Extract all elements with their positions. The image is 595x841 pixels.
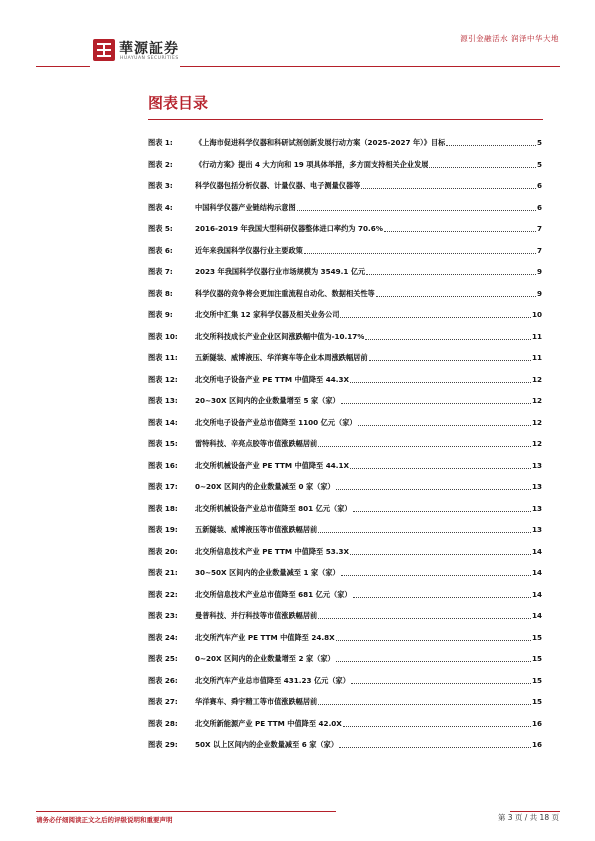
toc-entry[interactable] — [148, 482, 542, 504]
toc-entry[interactable] — [148, 504, 542, 526]
toc-dot-leader — [376, 289, 536, 297]
toc-entry-title: 北交所新能源产业 PE TTM 中值降至 42.0X — [195, 718, 342, 728]
toc-entry-title: 华洋赛车、舜宇精工等市值涨跌幅居前 — [195, 697, 318, 706]
toc-entry-page: 16 — [531, 740, 542, 749]
toc-entry[interactable] — [148, 525, 542, 547]
toc-entry-page: 14 — [531, 568, 542, 577]
toc-entry-page: 11 — [531, 353, 542, 362]
footer-rule-left — [36, 811, 336, 812]
toc-entry-title: 科学仪器的竞争将会更加注重流程自动化、数据相关性等 — [195, 288, 375, 298]
toc-entry-label: 图表 15: — [148, 439, 178, 448]
toc-dot-leader — [318, 697, 531, 705]
toc-dot-leader — [341, 396, 531, 404]
toc-dot-leader — [340, 310, 531, 318]
toc-entry-page: 9 — [536, 267, 542, 276]
toc-entry-title: 北交所机械设备产业 PE TTM 中值降至 44.1X — [195, 460, 350, 470]
page-header — [0, 0, 595, 70]
toc-entry-label: 图表 25: — [148, 654, 178, 663]
header-rule — [180, 66, 560, 67]
toc-entry[interactable] — [148, 181, 542, 203]
toc-entry[interactable] — [148, 332, 542, 354]
toc-entry-page: 9 — [536, 288, 542, 298]
toc-dot-leader — [318, 525, 531, 533]
toc-entry-title: 五新隧装、威博液压、华洋赛车等企业本周涨跌幅居前 — [195, 353, 368, 362]
toc-entry[interactable] — [148, 547, 542, 569]
toc-entry-page: 15 — [531, 654, 542, 663]
toc-entry-label: 图表 11: — [148, 353, 178, 362]
toc-dot-leader — [350, 375, 531, 383]
toc-entry-page: 15 — [531, 697, 542, 706]
toc-entry-label: 图表 21: — [148, 568, 178, 577]
toc-entry-title: 北交所信息技术产业 PE TTM 中值降至 53.3X — [195, 546, 350, 556]
toc-dot-leader — [384, 224, 536, 232]
toc-entry-label: 图表 27: — [148, 697, 178, 706]
toc-entry[interactable] — [148, 611, 542, 633]
toc-entry-title: 科学仪器包括分析仪器、计量仪器、电子测量仪器等 — [195, 181, 361, 190]
toc-entry-label: 图表 12: — [148, 374, 178, 384]
toc-entry-label: 图表 17: — [148, 482, 178, 491]
toc-entry-page: 6 — [536, 202, 542, 212]
toc-dot-leader — [350, 547, 531, 555]
header-rule-left — [36, 66, 90, 67]
toc-entry[interactable] — [148, 160, 542, 182]
toc-entry-title: 2023 年我国科学仪器行业市场规模为 3549.1 亿元 — [195, 267, 366, 276]
toc-entry[interactable] — [148, 310, 542, 332]
toc-entry[interactable] — [148, 138, 542, 160]
toc-entry[interactable] — [148, 375, 542, 397]
toc-entry-page: 12 — [531, 396, 542, 405]
toc-entry-label: 图表 8: — [148, 288, 173, 298]
header-slogan: 源引金融活水 润泽中华大地 — [460, 34, 559, 43]
brand-logo-icon — [93, 39, 115, 61]
toc-entry-title: 北交所中汇集 12 家科学仪器及相关业务公司 — [195, 310, 340, 319]
toc-dot-leader — [336, 654, 531, 662]
toc-entry-label: 图表 29: — [148, 740, 178, 749]
toc-entry-label: 图表 4: — [148, 202, 173, 212]
brand-subtitle: HUAYUAN SECURITIES — [120, 56, 179, 61]
toc-entry-title: 中国科学仪器产业链结构示意图 — [195, 202, 296, 212]
toc-dot-leader — [369, 353, 531, 361]
toc-entry-label: 图表 1: — [148, 138, 173, 147]
toc-entry[interactable] — [148, 568, 542, 590]
toc-entry-page: 13 — [531, 525, 542, 534]
toc-entry-label: 图表 2: — [148, 159, 173, 169]
toc-entry-label: 图表 28: — [148, 718, 178, 728]
toc-entry[interactable] — [148, 719, 542, 741]
toc-entry[interactable] — [148, 654, 542, 676]
toc-entry[interactable] — [148, 633, 542, 655]
toc-entry-title: 北交所机械设备产业总市值降至 801 亿元（家） — [195, 503, 352, 513]
toc-entry-title: 2016-2019 年我国大型科研仪器整体进口率约为 70.6% — [195, 224, 383, 233]
toc-entry-title: 北交所信息技术产业总市值降至 681 亿元（家） — [195, 589, 352, 599]
page-number: 第 3 页 / 共 18 页 — [497, 813, 559, 822]
toc-entry-label: 图表 18: — [148, 503, 178, 513]
toc-entry-page: 15 — [531, 675, 542, 685]
toc-entry-page: 7 — [536, 224, 542, 233]
toc-entry[interactable] — [148, 203, 542, 225]
toc-dot-leader — [446, 138, 536, 146]
toc-dot-leader — [304, 246, 536, 254]
toc-entry[interactable] — [148, 439, 542, 461]
toc-entry[interactable] — [148, 676, 542, 698]
toc-entry-title: 北交所电子设备产业 PE TTM 中值降至 44.3X — [195, 374, 350, 384]
toc-entry-title: 北交所汽车产业总市值降至 431.23 亿元（家） — [195, 675, 350, 685]
toc-entry-page: 11 — [531, 331, 542, 341]
toc-entry-title: 五新隧装、威博液压等市值涨跌幅居前 — [195, 525, 318, 534]
toc-entry-title: 《行动方案》提出 4 大方向和 19 项具体举措，多方面支持相关企业发展 — [195, 159, 429, 169]
toc-entry-label: 图表 6: — [148, 245, 173, 255]
toc-entry-page: 14 — [531, 546, 542, 556]
toc-entry-page: 12 — [531, 374, 542, 384]
toc-entry-title: 20~30X 区间内的企业数量增至 5 家（家） — [195, 396, 340, 405]
toc-entry-label: 图表 13: — [148, 396, 178, 405]
toc-entry-title: 0~20X 区间内的企业数量增至 2 家（家） — [195, 654, 335, 663]
toc-dot-leader — [365, 332, 531, 340]
toc-entry-page: 13 — [531, 460, 542, 470]
toc-entry-label: 图表 26: — [148, 675, 178, 685]
toc-entry[interactable] — [148, 697, 542, 719]
toc-entry-page: 12 — [531, 439, 542, 448]
toc-dot-leader — [350, 461, 531, 469]
toc-entry[interactable] — [148, 418, 542, 440]
toc-entry-page: 13 — [531, 503, 542, 513]
toc-entry[interactable] — [148, 740, 542, 762]
toc-entry-title: 曼普科技、并行科技等市值涨跌幅居前 — [195, 611, 318, 620]
toc-entry-label: 图表 10: — [148, 331, 178, 341]
toc-dot-leader — [353, 590, 531, 598]
toc-dot-leader — [351, 676, 531, 684]
toc-entry-title: 北交所电子设备产业总市值降至 1100 亿元（家） — [195, 417, 357, 427]
toc-dot-leader — [336, 482, 531, 490]
toc-entry-page: 14 — [531, 611, 542, 620]
toc-entry-page: 14 — [531, 589, 542, 599]
toc-entry-label: 图表 24: — [148, 632, 178, 642]
toc-entry-title: 北交所科技成长产业企业区间涨跌幅中值为-10.17% — [195, 331, 365, 341]
toc-entry-label: 图表 19: — [148, 525, 178, 534]
toc-entry-label: 图表 23: — [148, 611, 178, 620]
figure-table-of-contents — [148, 138, 542, 762]
toc-entry-title: 《上海市促进科学仪器和科研试剂创新发展行动方案（2025-2027 年）》目标 — [195, 138, 446, 147]
toc-entry-page: 5 — [536, 159, 542, 169]
toc-entry-label: 图表 22: — [148, 589, 178, 599]
toc-entry-page: 6 — [536, 181, 542, 190]
toc-entry[interactable] — [148, 267, 542, 289]
toc-dot-leader — [336, 633, 531, 641]
toc-entry-label: 图表 16: — [148, 460, 178, 470]
toc-entry[interactable] — [148, 289, 542, 311]
toc-dot-leader — [339, 740, 531, 748]
toc-entry-label: 图表 14: — [148, 417, 178, 427]
toc-entry-page: 10 — [531, 310, 542, 319]
toc-entry[interactable] — [148, 224, 542, 246]
section-title: 图表目录 — [148, 94, 209, 112]
toc-dot-leader — [366, 267, 536, 275]
toc-entry-label: 图表 5: — [148, 224, 173, 233]
toc-dot-leader — [358, 418, 531, 426]
toc-dot-leader — [318, 439, 531, 447]
toc-dot-leader — [353, 504, 531, 512]
toc-entry-title: 0~20X 区间内的企业数量减至 0 家（家） — [195, 482, 335, 491]
toc-entry-title: 近年来我国科学仪器行业主要政策 — [195, 245, 303, 255]
toc-entry-page: 15 — [531, 632, 542, 642]
footer-disclaimer: 请务必仔细阅读正文之后的评级说明和重要声明 — [36, 816, 173, 824]
toc-entry-title: 北交所汽车产业 PE TTM 中值降至 24.8X — [195, 632, 335, 642]
toc-entry-title: 50X 以上区间内的企业数量减至 6 家（家） — [195, 740, 339, 749]
toc-entry-title: 雷特科技、辛亮点胶等市值涨跌幅居前 — [195, 439, 318, 448]
section-divider — [148, 119, 543, 120]
toc-dot-leader — [318, 611, 531, 619]
toc-entry[interactable] — [148, 590, 542, 612]
toc-entry-label: 图表 7: — [148, 267, 173, 276]
toc-dot-leader — [297, 203, 536, 211]
toc-entry-title: 30~50X 区间内的企业数量减至 1 家（家） — [195, 568, 340, 577]
toc-dot-leader — [361, 181, 536, 189]
toc-entry-label: 图表 3: — [148, 181, 173, 190]
toc-entry-label: 图表 20: — [148, 546, 178, 556]
brand-name: 華源証券 — [119, 41, 179, 57]
toc-entry-page: 13 — [531, 482, 542, 491]
toc-entry-page: 5 — [536, 138, 542, 147]
toc-dot-leader — [341, 568, 531, 576]
toc-entry[interactable] — [148, 461, 542, 483]
toc-entry-page: 12 — [531, 417, 542, 427]
toc-entry-label: 图表 9: — [148, 310, 173, 319]
toc-entry[interactable] — [148, 353, 542, 375]
toc-entry[interactable] — [148, 246, 542, 268]
toc-dot-leader — [343, 719, 531, 727]
toc-entry[interactable] — [148, 396, 542, 418]
toc-entry-page: 16 — [531, 718, 542, 728]
toc-entry-page: 7 — [536, 245, 542, 255]
toc-dot-leader — [429, 160, 536, 168]
